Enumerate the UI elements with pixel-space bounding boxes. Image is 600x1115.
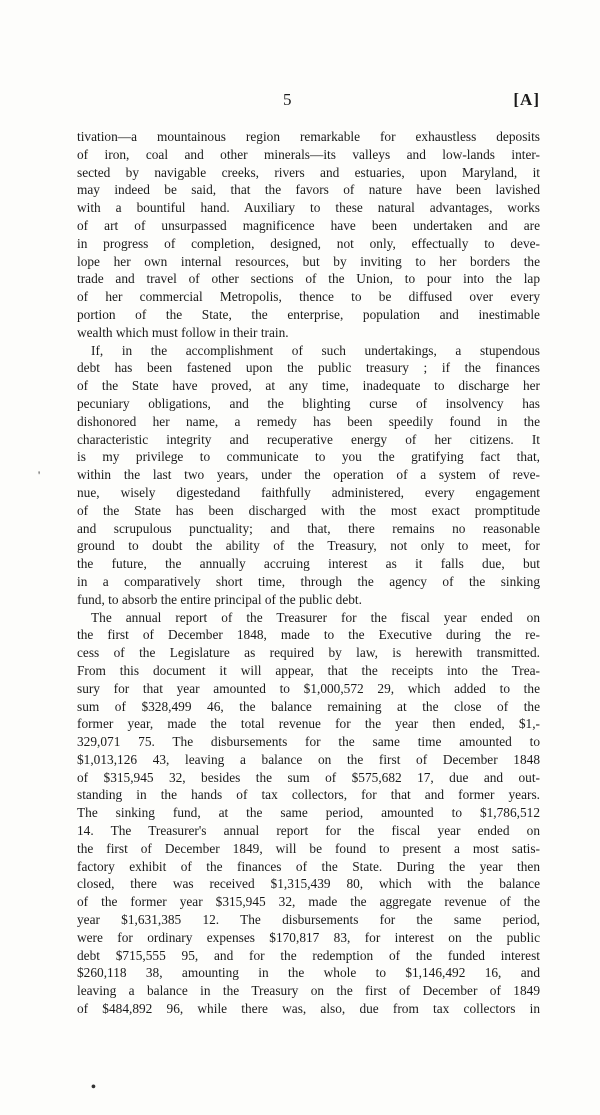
text-line: is my privilege to communicate to you the gratifying fact that,	[77, 449, 540, 465]
text-line: pecuniary obligations, and the blighting curse of insolvency has	[77, 395, 540, 411]
text-line: with a bountiful hand. Auxiliary to these natural advantages, works	[77, 200, 540, 216]
text-line: of the State has been discharged with the most exact promptitude	[77, 502, 540, 518]
signature-mark: [A]	[513, 90, 540, 109]
margin-mark: '	[38, 468, 41, 482]
text-line: within the last two years, under the operation of a system of reve-	[77, 467, 540, 483]
text-line: $260,118 38, amounting in the whole to $1,146,492 16, and	[77, 965, 540, 981]
text-line: may indeed be said, that the favors of nature have been lavished	[77, 182, 540, 198]
text-line: lope her own internal resources, but by inviting to her borders the	[77, 253, 540, 269]
text-line: in progress of completion, designed, not only, effectually to deve-	[77, 235, 540, 251]
text-line: the first of December 1848, made to the Executive during the re-	[77, 627, 540, 643]
text-line: 14. The Treasurer's annual report for the fiscal year ended on	[77, 823, 540, 839]
text-line: of her commercial Metropolis, thence to be diffused over every	[77, 289, 540, 305]
text-line: ground to doubt the ability of the Treasury, not only to meet, for	[77, 538, 540, 554]
text-line: sected by navigable creeks, rivers and estuaries, upon Maryland, it	[77, 164, 540, 180]
text-line: 329,071 75. The disbursements for the same time amounted to	[77, 734, 540, 750]
text-line: fund, to absorb the entire principal of the public debt.	[77, 591, 362, 607]
text-line: of $484,892 96, while there was, also, due from tax collectors in	[77, 1001, 540, 1017]
text-line: cess of the Legislature as required by law, is herewith transmitted.	[77, 645, 540, 661]
text-line: of iron, coal and other minerals—its valleys and low-lands inter-	[77, 146, 540, 162]
text-line: leaving a balance in the Treasury on the first of December of 1849	[77, 983, 540, 999]
text-line: factory exhibit of the finances of the State. During the year then	[77, 858, 540, 874]
body-text	[77, 128, 540, 1018]
page-number: 5	[283, 90, 292, 109]
text-line: $1,013,126 43, leaving a balance on the first of December 1848	[77, 751, 540, 767]
text-line: former year, made the total revenue for the year then ended, $1,-	[77, 716, 540, 732]
text-line: sury for that year amounted to $1,000,572 29, which added to the	[77, 680, 540, 696]
text-line: portion of the State, the enterprise, population and inestimable	[77, 306, 540, 322]
text-line: nue, wisely digestedand faithfully administered, every engagement	[77, 484, 540, 500]
text-line: From this document it will appear, that the receipts into the Trea-	[77, 662, 540, 678]
text-line: of the State have proved, at any time, inadequate to discharge her	[77, 378, 540, 394]
text-line: in a comparatively short time, through the agency of the sinking	[77, 573, 540, 589]
text-line: If, in the accomplishment of such undertakings, a stupendous	[91, 342, 540, 358]
bottom-mark: •	[91, 1080, 96, 1095]
text-line: and scrupulous punctuality; and that, there remains no reasonable	[77, 520, 540, 536]
text-line: trade and travel of other sections of the Union, to pour into the lap	[77, 271, 540, 287]
text-line: sum of $328,499 46, the balance remaining at the close of the	[77, 698, 540, 714]
text-line: tivation—a mountainous region remarkable for exhaustless deposits	[77, 129, 540, 144]
text-line: The sinking fund, at the same period, amounted to $1,786,512	[77, 805, 540, 821]
text-line: standing in the hands of tax collectors, for that and former years.	[77, 787, 540, 803]
text-line: of the former year $315,945 32, made the aggregate revenue of the	[77, 894, 540, 910]
text-line: the future, the annually accruing interest as it falls due, but	[77, 556, 540, 572]
text-line: The annual report of the Treasurer for the fiscal year ended on	[91, 609, 540, 625]
text-line: year $1,631,385 12. The disbursements for the same period,	[77, 912, 540, 928]
text-line: of art of unsurpassed magnificence have been undertaken and are	[77, 217, 540, 233]
text-line: debt has been fastened upon the public treasury ; if the finances	[77, 360, 540, 376]
text-line: characteristic integrity and recuperative energy of her citizens. It	[77, 431, 540, 447]
text-line: closed, there was received $1,315,439 80, which with the balance	[77, 876, 540, 892]
text-line: dishonored her name, a remedy has been speedily found in the	[77, 413, 540, 429]
page-header	[77, 90, 540, 116]
text-line: debt $715,555 95, and for the redemption of the funded interest	[77, 947, 540, 963]
text-line: the first of December 1849, will be found to present a most satis-	[77, 840, 540, 856]
text-line: wealth which must follow in their train.	[77, 324, 289, 340]
text-line: of $315,945 32, besides the sum of $575,682 17, due and out-	[77, 769, 540, 785]
text-line: were for ordinary expenses $170,817 83, for interest on the public	[77, 929, 540, 945]
